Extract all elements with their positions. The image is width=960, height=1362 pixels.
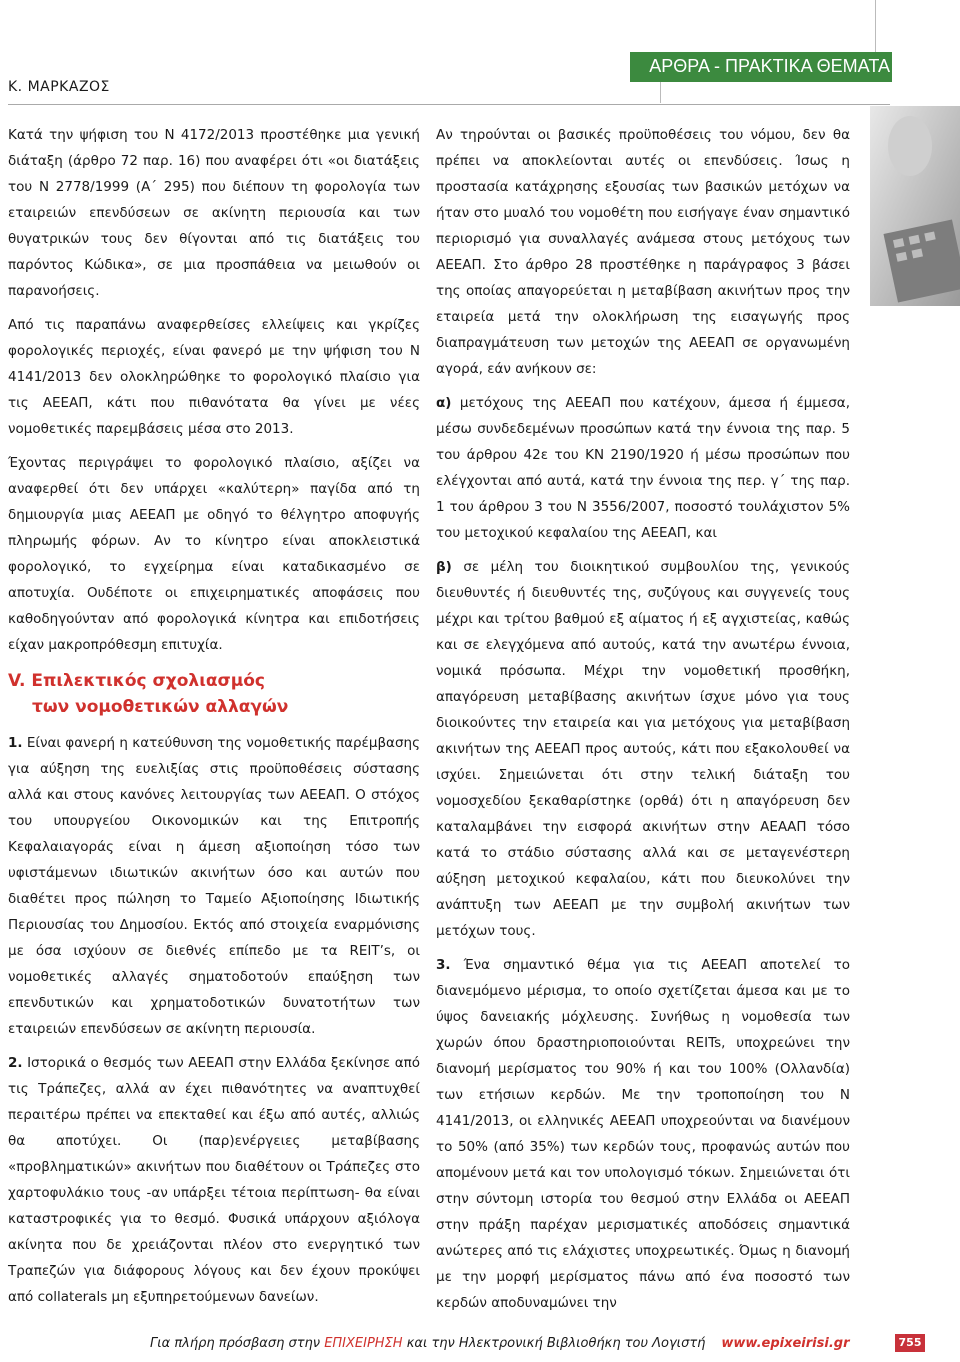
section-heading-line2: των νομοθετικών αλλαγών bbox=[32, 697, 289, 717]
paragraph: Έχοντας περιγράψει το φορολογικό πλαίσιο, αξίζει να αναφερθεί ότι δεν υπάρχει «καλύτερη» παγίδα από τη δημιουργία μιας ΑΕΕΑΠ με οδηγό το θέλγητρο αποφυγής πληρωμής φόρων. Αν το κίνητρο είναι αποκλειστικά φορολογικό, το εγχείρημα είναι καταδικασμένο σε αποτυχία. Ουδέποτε οι επιχειρηματικές αποφάσεις που καθοδηγούνταν από φορολογικά κίνητρα και επιδοτήσεις είχαν μακροπρόθεσμη επιτυχία. bbox=[8, 455, 420, 653]
right-column bbox=[436, 122, 850, 1316]
section-title: ΑΡΘΡΑ - ΠΡΑΚΤΙΚΑ ΘΕΜΑΤΑ bbox=[649, 56, 890, 76]
header-divider bbox=[8, 104, 890, 105]
lettered-paragraph bbox=[436, 390, 850, 546]
paragraph: Κατά την ψήφιση του Ν 4172/2013 προστέθηκε μια γενική διάταξη (άρθρο 72 παρ. 16) που αναφέρει ότι «οι διατάξεις του Ν 2778/1999 (Α΄ 295) που διέπουν τη φορολογία των εταιρειών επενδύσεων σε ακίνητη περιουσία και των θυγατρικών τους δεν θίγονται από τις διατάξεις του παρόντος Κώδικα», σε μια προσπάθεια να μειωθούν οι παρανοήσεις. bbox=[8, 127, 420, 299]
numbered-paragraph bbox=[436, 952, 850, 1316]
paragraph: Από τις παραπάνω αναφερθείσες ελλείψεις και γκρίζες φορολογικές περιοχές, είναι φανερό με την ψήφιση του Ν 4141/2013 δεν ολοκληρώθηκε το φορολογικό πλαίσιο για τις ΑΕΕΑΠ, κάτι που πιθανότατα θα γίνει με νέες νομοθετικές παρεμβάσεις μέσα στο 2013. bbox=[8, 317, 420, 437]
footer-promo bbox=[150, 1336, 849, 1351]
footer-brand: ΕΠΙΧΕΙΡΗΣΗ bbox=[324, 1336, 403, 1351]
footer-text: Για πλήρη πρόσβαση στην bbox=[150, 1336, 325, 1351]
footer-url[interactable]: www.epixeirisi.gr bbox=[721, 1336, 850, 1351]
item-label: α) bbox=[436, 395, 452, 411]
page-number-badge: 755 bbox=[895, 1334, 925, 1352]
left-column bbox=[8, 122, 420, 1318]
footer-text-end: και την Ηλεκτρονική Βιβλιοθήκη του Λογιστή bbox=[402, 1336, 706, 1351]
paragraph: Αν τηρούνται οι βασικές προϋποθέσεις του νόμου, δεν θα πρέπει να αποκλείονται αυτές οι επενδύσεις. Ίσως η προστασία κατάχρησης εξουσίας των βασικών μετόχων να ήταν στο μυαλό του νομοθέτη που εισήγαγε έναν σημαντικό περιορισμό για συναλλαγές ανάμεσα στους μετόχους των ΑΕΕΑΠ. Στο άρθρο 28 προστέθηκε η παράγραφος 3 βάσει της οποίας απαγορεύεται η μεταβίβαση ακινήτων προς την εταιρεία μετά την ολοκλήρωση της εισαγωγής προς διαπραγμάτευση των μετοχών της ΑΕΕΑΠ σε οργανωμένη αγορά, εάν ανήκουν σε: bbox=[436, 127, 850, 377]
item-text: μετόχους της ΑΕΕΑΠ που κατέχουν, άμεσα ή έμμεσα, μέσω συνδεδεμένων προσώπων κατά την έννοια της παρ. 5 του άρθρου 42ε του ΚΝ 2190/1920 ή μέσω προσώπων που ελέγχονται από αυτά, κατά την έννοια της περ. γ΄ της παρ. 1 του άρθρου 3 του Ν 3556/2007, ποσοστό τουλάχιστον 5% του μετοχικού κεφαλαίου της ΑΕΕΑΠ, και bbox=[436, 395, 850, 541]
numbered-paragraph bbox=[8, 1050, 420, 1310]
item-number: 1. bbox=[8, 735, 23, 751]
section-heading bbox=[8, 668, 420, 720]
lettered-paragraph bbox=[436, 554, 850, 944]
calculator-photo bbox=[870, 106, 960, 306]
section-heading-line1: V. Επιλεκτικός σχολιασμός bbox=[8, 671, 266, 691]
author-name: Κ. ΜΑΡΚΑΖΟΣ bbox=[8, 79, 110, 95]
item-text: Ιστορικά ο θεσμός των ΑΕΕΑΠ στην Ελλάδα ξεκίνησε από τις Τράπεζες, αλλά αν έχει πιθανότητες να αναπτυχθεί περαιτέρω πρέπει να επεκταθεί και έξω από αυτές, αλλιώς θα αποτύχει. Οι (παρ)ενέργειες μεταβίβασης «προβληματικών» ακινήτων που διαθέτουν οι Τράπεζες στο χαρτοφυλάκιο τους -αν υπάρξει τέτοια περίπτωση- θα είναι καταστροφικές για το θεσμό. Φυσικά υπάρχουν αξιόλογα ακίνητα που δε χρειάζονται πλέον στο ενεργητικό των Τραπεζών για διάφορους λόγους και δεν έχουν προκύψει από collaterals μη εξυπηρετούμενων δανείων. bbox=[8, 1055, 421, 1305]
item-label: β) bbox=[436, 559, 452, 575]
item-text: Είναι φανερή η κατεύθυνση της νομοθετικής παρέμβασης για αύξηση της ευελιξίας στις προϋποθέσεις σύστασης αλλά και στους κανόνες λειτουργίας των ΑΕΕΑΠ. Ο στόχος του υπουργείου Οικονομικών και της Επιτροπής Κεφαλαιαγοράς είναι η άμεση αξιοποίηση τόσο των υφιστάμενων ιδιωτικών ακινήτων όσο και αυτών που διαθέτει προς πώληση το Ταμείο Αξιοποίησης Ιδιωτικής Περιουσίας του Δημοσίου. Εκτός από στοιχεία εναρμόνισης με όσα ισχύουν σε διεθνές επίπεδο με τα REIT’s, οι νομοθετικές αλλαγές σηματοδοτούν επαύξηση των επενδυτικών και χρηματοδοτικών δυνατοτήτων των εταιρειών επενδύσεων σε ακίνητη περιουσία. bbox=[8, 735, 420, 1037]
item-text: σε μέλη του διοικητικού συμβουλίου της, γενικούς διευθυντές ή διευθυντές της, συζύγους και συγγενείς τους μέχρι και τρίτου βαθμού εξ αίματος ή εξ αγχιστείας, καθώς και σε ελεγχόμενα από αυτούς, κατά την ανωτέρω έννοια, νομικά πρόσωπα. Μέχρι την νομοθετική προσθήκη, απαγόρευση μεταβίβασης ακινήτων ίσχυε μόνο για τους διοικούντες την εταιρεία και για μετόχους για μεταβίβαση ακινήτων της ΑΕΕΑΠ προς αυτούς, κάτι που εξακολουθεί να ισχύει. Σημειώνεται ότι στην τελική διάταξη του νομοσχεδίου ξεκαθαρίστηκε (ορθά) ότι η απαγόρευση δεν καταλαμβάνει την εισφορά ακινήτων στην ΑΕΑΑΠ τόσο κατά το στάδιο σύστασης αλλά και σε μεταγενέστερη αύξηση μετοχικού κεφαλαίου, κάτι που διευκολύνει την ανάπτυξη των ΑΕΕΑΠ με την συμβολή ακινήτων των μετόχων τους. bbox=[436, 559, 850, 939]
item-number: 3. bbox=[436, 957, 451, 973]
numbered-paragraph bbox=[8, 730, 420, 1042]
item-number: 2. bbox=[8, 1055, 23, 1071]
item-text: Ένα σημαντικό θέμα για τις ΑΕΕΑΠ αποτελεί το διανεμόμενο μέρισμα, το οποίο σχετίζεται άμεσα και με το ύψος δανειακής μόχλευσης. Συνήθως η νομοθεσία των χωρών όπου δραστηριοποιούνται REITs, υποχρεώνει την διανομή μερίσματος του 90% ή και του 100% (Ολλανδία) των ετήσιων κερδών. Με την τροποποίηση του Ν 4141/2013, οι ελληνικές ΑΕΕΑΠ υποχρεούνται να διανέμουν το 50% (από 35%) των κερδών τους, προφανώς αυτών που απομένουν μετά και τον υπολογισμό τόκων. Σημειώνεται ότι στην σύντομη ιστορία του θεσμού στην Ελλάδα οι ΑΕΕΑΠ στην πράξη παρέχαν μερισματικές αποδόσεις σημαντικά ανώτερες από τις ελάχιστες υποχρεωτικές. Όμως η διανομή με την μορφή μερίσματος πάνω από ένα ποσοστό των κερδών αποδυναμώνει την bbox=[436, 957, 851, 1311]
